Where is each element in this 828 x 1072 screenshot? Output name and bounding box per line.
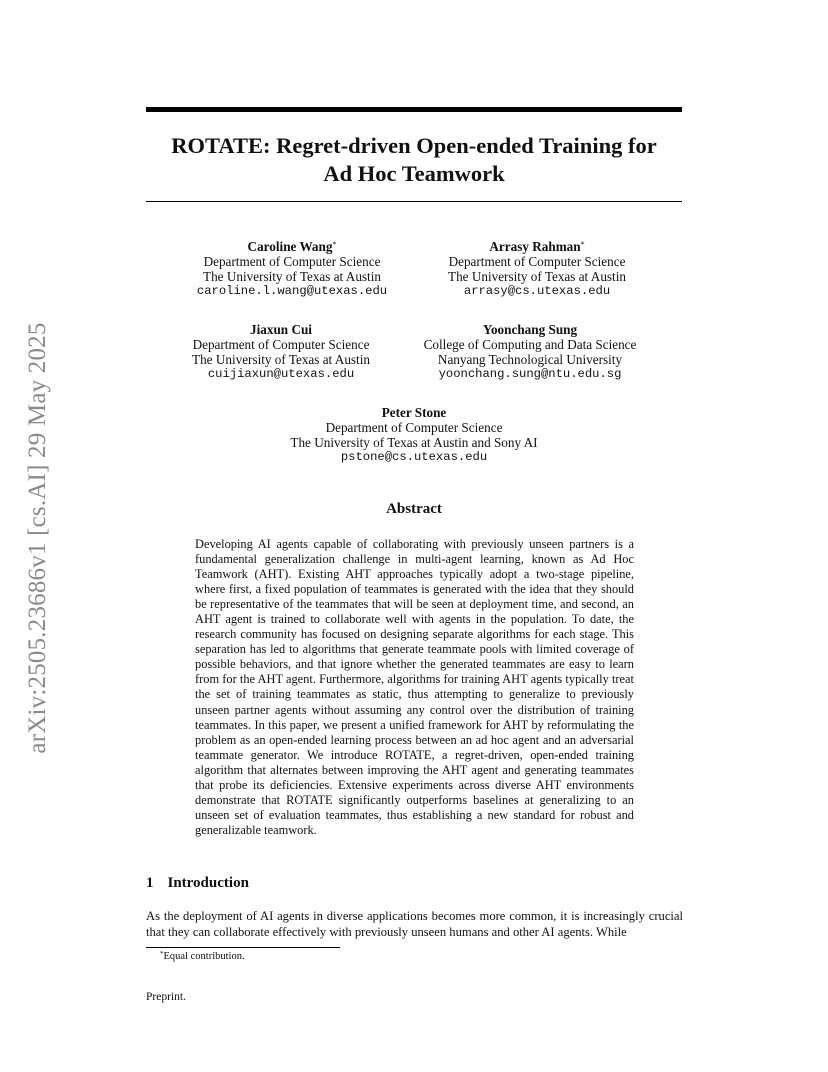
author-affiliation: The University of Texas at Austin [203, 269, 381, 284]
arxiv-id: arXiv:2505.23686v1 [cs.AI] 29 May 2025 [24, 322, 51, 754]
author-department: College of Computing and Data Science [423, 337, 637, 352]
author-block [432, 239, 642, 299]
author-email: pstone@cs.utexas.edu [340, 450, 488, 464]
footnote [160, 951, 245, 962]
equal-contribution-mark: * [332, 240, 337, 249]
author-name: Caroline Wang [247, 239, 333, 254]
author-name: Jiaxun Cui [250, 322, 312, 337]
title-line-1: ROTATE: Regret-driven Open-ended Training for [171, 133, 657, 158]
footnote-mark: * [160, 950, 164, 958]
author-department: Department of Computer Science [448, 254, 626, 269]
abstract-heading: Abstract [386, 501, 442, 517]
author-affiliation: The University of Texas at Austin and Sony AI [290, 435, 538, 450]
author-email: caroline.l.wang@utexas.edu [196, 284, 388, 298]
author-block [264, 405, 564, 465]
author-email: yoonchang.sung@ntu.edu.sg [438, 367, 622, 381]
title-rule-top [146, 107, 682, 112]
equal-contribution-mark: * [580, 240, 585, 249]
author-affiliation: The University of Texas at Austin [192, 352, 370, 367]
footnote-rule [146, 947, 340, 948]
author-name: Arrasy Rahman [489, 239, 581, 254]
author-block [192, 239, 392, 299]
section-number: 1 [146, 875, 154, 891]
author-department: Department of Computer Science [325, 420, 503, 435]
title-rule-bottom [146, 201, 682, 202]
author-name: Yoonchang Sung [482, 322, 578, 337]
author-block [176, 322, 386, 382]
abstract-text: Developing AI agents capable of collaborating with previously unseen partners is a fundamental generalization challenge in multi-agent learning, known as Ad Hoc Teamwork (AHT). Existing AHT approaches typically adopt a two-stage pipeline, where first, a fixed population of teammates is generated with the idea that they should be representative of the teammates that will be seen at deployment time, and second, an AHT agent is trained to collaborate well with agents in the population. To date, the research community has focused on designing separate algorithms for each stage. This separation has led to algorithms that generate teammate pools with limited coverage of possible behaviors, and that ignore whether the generated teammates are easy to learn from for the AHT agent. Furthermore, algorithms for training AHT agents typically treat the set of training teammates as static, thus attempting to generalize to previously unseen partner agents without assuming any control over the distribution of training teammates. In this paper, we present a unified framework for AHT by reformulating the problem as an open-ended learning process between an ad hoc agent and an adversarial teammate generator. We introduce ROTATE, a regret-driven, open-ended training algorithm that alternates between improving the AHT agent and generating teammates that probe its deficiencies. Extensive experiments across diverse AHT environments demonstrate that ROTATE significantly outperforms baselines at generalizing to an unseen set of evaluation teammates, thus establishing a new standard for robust and generalizable teamwork. [195, 537, 634, 837]
footer-preprint: Preprint. [146, 991, 186, 1003]
title-line-2: Ad Hoc Teamwork [323, 161, 505, 186]
author-affiliation: Nanyang Technological University [437, 352, 623, 367]
section-heading [146, 875, 249, 892]
section-title: Introduction [167, 875, 249, 891]
intro-text: As the deployment of AI agents in diverse applications becomes more common, it is increasingly crucial that they can collaborate effectively with previously unseen humans and other AI agents. While [146, 909, 683, 939]
author-department: Department of Computer Science [203, 254, 381, 269]
author-email: arrasy@cs.utexas.edu [463, 284, 611, 298]
author-name: Peter Stone [381, 405, 447, 420]
footnote-text: Equal contribution. [163, 951, 245, 962]
author-email: cuijiaxun@utexas.edu [207, 367, 355, 381]
paper-title [146, 132, 682, 188]
author-block [410, 322, 650, 382]
author-department: Department of Computer Science [192, 337, 370, 352]
author-affiliation: The University of Texas at Austin [448, 269, 626, 284]
